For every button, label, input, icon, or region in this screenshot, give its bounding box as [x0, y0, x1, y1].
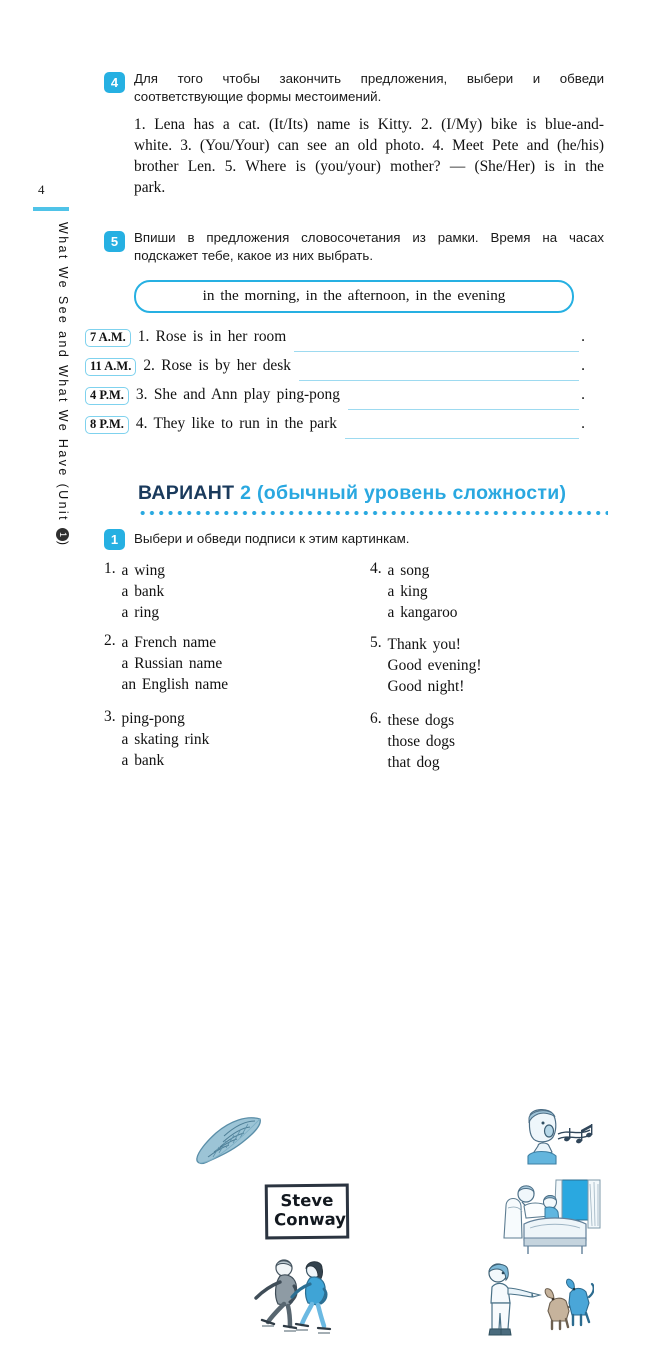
item-number: 3.: [135, 386, 148, 403]
exercise-4-badge: 4: [104, 72, 125, 93]
boy-pointing-at-dogs-icon: [470, 1259, 594, 1341]
sentence-period: .: [581, 328, 585, 345]
option-list: [388, 710, 455, 773]
sentence-period: .: [581, 415, 585, 432]
nameplate-first-name: Steve: [280, 1190, 334, 1211]
option[interactable]: a kangaroo: [387, 604, 458, 621]
option[interactable]: a song: [387, 562, 430, 579]
option[interactable]: that dog: [387, 754, 440, 771]
grid-item-3: [104, 708, 209, 771]
time-chip: 11 A.M.: [85, 358, 136, 376]
answer-row: [85, 386, 585, 415]
left-margin: [0, 0, 86, 852]
exercise-5-instruction: Впиши в предложения словосочетания из рамки. Время на часах подскажет тебе, какое из них выбрать.: [134, 230, 604, 263]
variant-number: 2: [240, 482, 252, 504]
skaters-illustration: [240, 1256, 340, 1338]
item-number: 2.: [104, 632, 116, 649]
item-number: 1.: [137, 328, 150, 345]
grid-item-5: [370, 634, 481, 697]
item-number: 2.: [143, 357, 155, 374]
option[interactable]: a French name: [121, 634, 217, 651]
option[interactable]: these dogs: [387, 712, 455, 729]
option[interactable]: ping-pong: [121, 710, 185, 727]
singing-boy-icon: [512, 1106, 602, 1178]
item-number: 5.: [370, 634, 382, 651]
variant-subtitle: (обычный уровень сложности): [257, 482, 567, 504]
exercise-1-badge: 1: [104, 529, 125, 550]
item-number: 4.: [370, 560, 382, 577]
sentence-period: .: [581, 386, 585, 403]
option[interactable]: Good evening!: [387, 657, 482, 674]
item-number: 1.: [104, 560, 116, 577]
exercise-5-badge: 5: [104, 231, 125, 252]
option-list: [122, 708, 210, 771]
item-text: Rose is in her room: [155, 328, 287, 345]
exercise-4-sentences: 1. Lena has a cat. (It/Its) name is Kitty. 2. (I/My) bike is blue-and-white. 3. (You/Your) can see an old photo. 4. Meet Pete and (he/his) brother Len. 5. Where is (you/your) mother? — (She/Her) is in the park.: [134, 116, 604, 196]
time-chip: 7 A.M.: [85, 329, 131, 347]
nameplate-illustration: [265, 1184, 350, 1240]
margin-accent-rule: [33, 207, 69, 211]
bedtime-illustration: [500, 1176, 604, 1258]
option[interactable]: a king: [387, 583, 428, 600]
item-number: 4.: [135, 415, 148, 432]
answer-sentence: [143, 357, 291, 375]
answer-sentence: [136, 415, 337, 433]
variant-title-line: [138, 482, 608, 505]
nameplate-last-name: Conway: [273, 1209, 347, 1230]
mother-and-child-in-bed-icon: [500, 1176, 604, 1258]
option[interactable]: a bank: [121, 752, 165, 769]
variant-word: ВАРИАНТ: [138, 482, 235, 504]
option[interactable]: those dogs: [387, 733, 455, 750]
option-list: [122, 632, 229, 695]
item-text: Rose is by her desk: [161, 357, 291, 374]
option[interactable]: a Russian name: [121, 655, 223, 672]
variant-dotted-divider: [138, 510, 608, 516]
option[interactable]: Thank you!: [387, 636, 461, 653]
option[interactable]: an English name: [121, 676, 229, 693]
option[interactable]: a ring: [121, 604, 160, 621]
option[interactable]: a skating rink: [121, 731, 210, 748]
answer-row: [85, 357, 585, 386]
grid-item-6: [370, 710, 455, 773]
wing-icon: [192, 1111, 268, 1171]
sentence-period: .: [581, 357, 585, 374]
ice-skaters-icon: [240, 1256, 340, 1338]
answer-blank-line[interactable]: [348, 396, 579, 410]
option-list: [122, 560, 165, 623]
grid-item-4: [370, 560, 458, 623]
option-list: [388, 560, 458, 623]
exercise-5-answer-list: [85, 328, 585, 444]
answer-blank-line[interactable]: [345, 425, 579, 439]
page-number: 4: [38, 182, 45, 197]
answer-row: [85, 328, 585, 357]
answer-blank-line[interactable]: [299, 367, 579, 381]
wing-illustration: [192, 1111, 268, 1171]
option[interactable]: a wing: [121, 562, 166, 579]
answer-sentence: [138, 328, 286, 346]
running-title-suffix: ): [56, 540, 70, 548]
answer-sentence: [136, 386, 340, 404]
running-unit-title: [30, 222, 70, 782]
boy-and-dogs-illustration: [470, 1259, 594, 1341]
item-number: 3.: [104, 708, 116, 725]
word-bank-frame: in the morning, in the afternoon, in the evening: [134, 280, 574, 313]
singing-boy-illustration: [512, 1106, 602, 1178]
running-title-prefix: What We See and What We Have (Unit: [56, 222, 70, 528]
exercise-4-instruction: Для того чтобы закончить предложения, выбери и обведи соответствующие формы местоимений.: [134, 71, 604, 104]
item-text: They like to run in the park: [153, 415, 337, 432]
exercise-1-instruction: Выбери и обведи подписи к этим картинкам.: [134, 531, 410, 546]
option-list: [388, 634, 482, 697]
item-text: She and Ann play ping-pong: [153, 386, 340, 403]
time-chip: 8 P.M.: [85, 416, 129, 434]
option[interactable]: a bank: [121, 583, 165, 600]
answer-blank-line[interactable]: [294, 338, 579, 352]
unit-number-badge: 1: [56, 528, 69, 541]
grid-item-1: [104, 560, 165, 623]
time-chip: 4 P.M.: [85, 387, 129, 405]
answer-row: [85, 415, 585, 444]
option[interactable]: Good night!: [387, 678, 465, 695]
variant-header: [138, 482, 608, 516]
grid-item-2: [104, 632, 228, 695]
item-number: 6.: [370, 710, 382, 727]
